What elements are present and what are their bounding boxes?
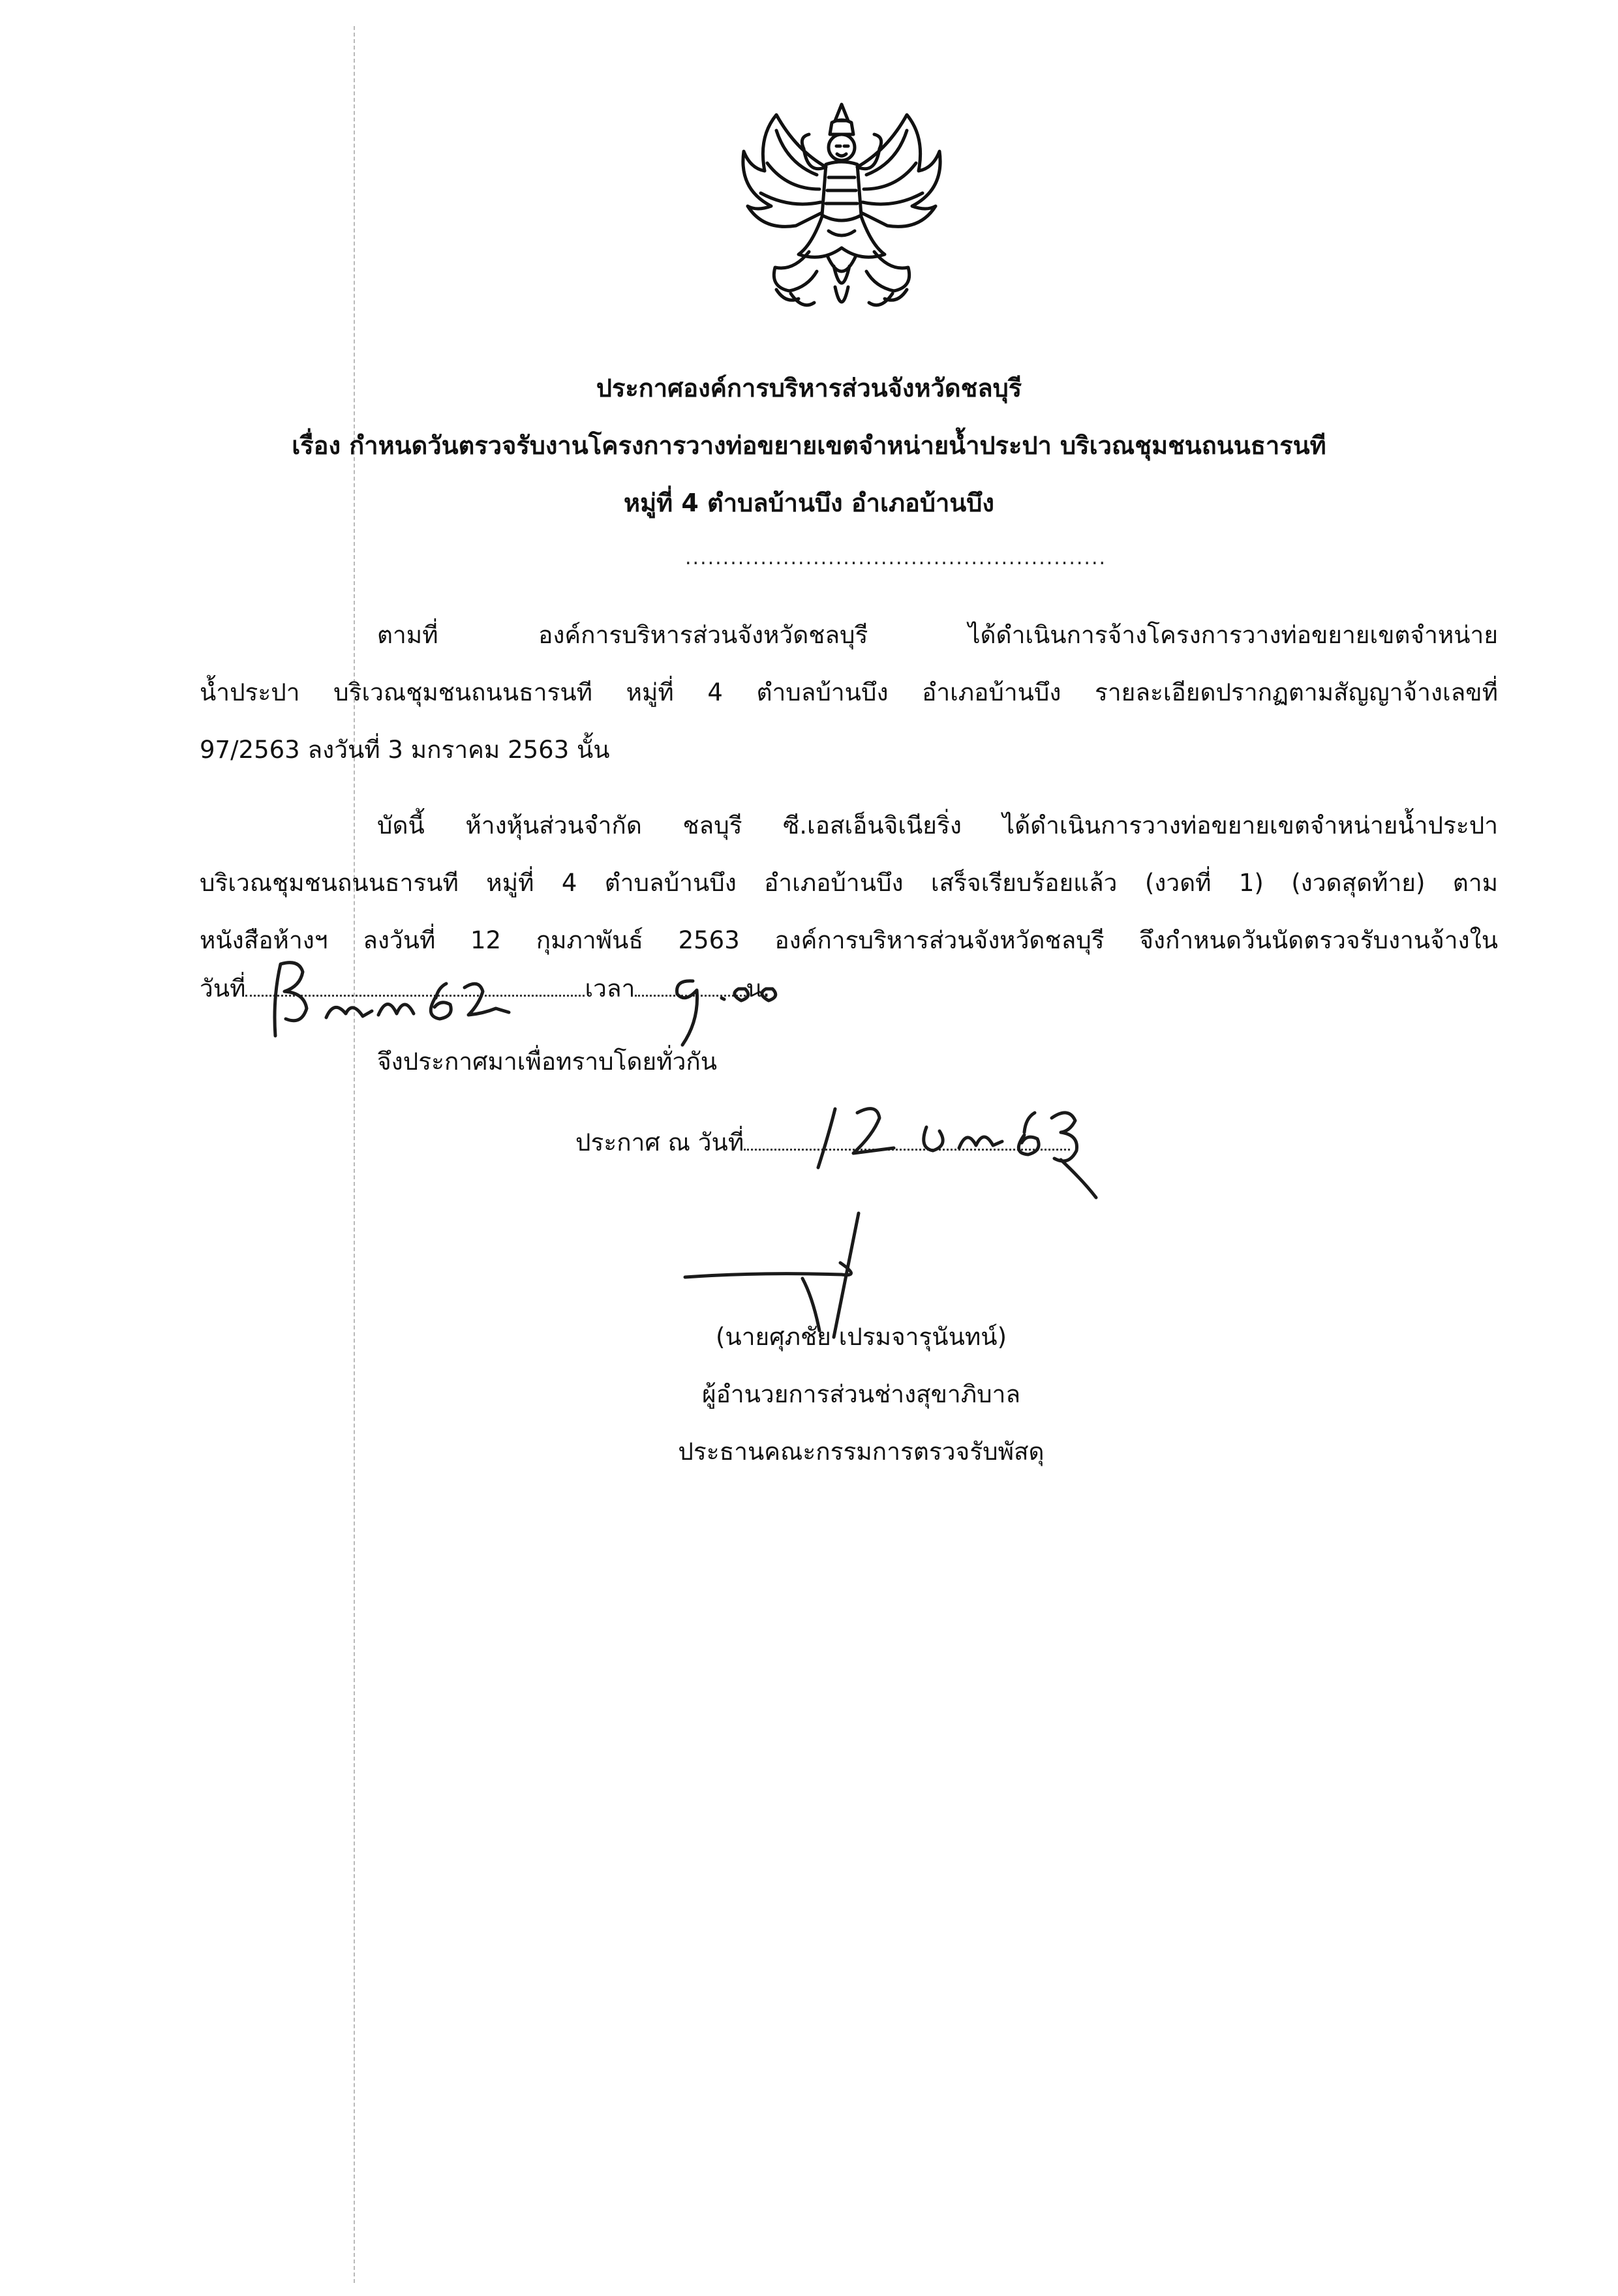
handwritten-announcement-date <box>809 1083 1122 1200</box>
binder-guide-line <box>354 26 355 2283</box>
paragraph-background <box>200 607 1498 779</box>
paragraph-line: บัดนี้ ห้างหุ้นส่วนจำกัด ชลบุรี ซี.เอสเอ็นจิเนียริ่ง ได้ดำเนินการวางท่อขยายเขตจำหน่ายน้ำประปา <box>377 811 1498 839</box>
date-label: วันที่ <box>200 974 246 1003</box>
announcement-title: ประกาศองค์การบริหารส่วนจังหวัดชลบุรี <box>596 374 1022 402</box>
announcement-subject: เรื่อง กำหนดวันตรวจรับงานโครงการวางท่อขยายเขตจำหน่ายน้ำประปา บริเวณชุมชนถนนธารนที <box>292 431 1326 460</box>
announcement-subject-location: หมู่ที่ 4 ตำบลบ้านบึง อำเภอบ้านบึง <box>624 489 994 517</box>
time-label: เวลา <box>585 974 635 1003</box>
announcement-date-label: ประกาศ ณ วันที่ <box>575 1128 744 1156</box>
paragraph-line: บริเวณชุมชนถนนธารนที หมู่ที่ 4 ตำบลบ้านบึง อำเภอบ้านบึง เสร็จเรียบร้อยแล้ว (งวดที่ 1) (งวดสุดท้าย) ตาม <box>200 869 1498 897</box>
paragraph-completion <box>200 797 1498 969</box>
time-unit: น. <box>746 974 771 1003</box>
handwritten-inspection-time <box>659 955 816 1053</box>
paragraph-line: ตามที่ องค์การบริหารส่วนจังหวัดชลบุรี ได้ดำเนินการจ้างโครงการวางท่อขยายเขตจำหน่าย <box>377 621 1498 649</box>
signatory-position: ผู้อำนวยการส่วนช่างสุขาภิบาล <box>701 1380 1021 1408</box>
paragraph-line: 97/2563 ลงวันที่ 3 มกราคม 2563 นั้น <box>200 736 610 764</box>
signature-block <box>587 1308 1135 1481</box>
paragraph-line: น้ำประปา บริเวณชุมชนถนนธารนที หมู่ที่ 4 ตำบลบ้านบึง อำเภอบ้านบึง รายละเอียดปรากฏตามสัญญาจ้างเลขที่ <box>200 678 1498 706</box>
paragraph-line: หนังสือห้างฯ ลงวันที่ 12 กุมภาพันธ์ 2563 องค์การบริหารส่วนจังหวัดชลบุรี จึงกำหนดวันนัดตรวจรับงานจ้างใน <box>200 926 1498 954</box>
garuda-emblem-icon <box>731 91 953 326</box>
announcement-closing: จึงประกาศมาเพื่อทราบโดยทั่วกัน <box>377 1048 718 1076</box>
title-divider: ........................................................ <box>685 547 1107 569</box>
handwritten-inspection-date <box>261 952 535 1050</box>
signatory-committee-role: ประธานคณะกรรมการตรวจรับพัสดุ <box>678 1438 1045 1466</box>
signatory-name: (นายศุภชัย เปรมจารุนันทน์) <box>715 1323 1007 1351</box>
